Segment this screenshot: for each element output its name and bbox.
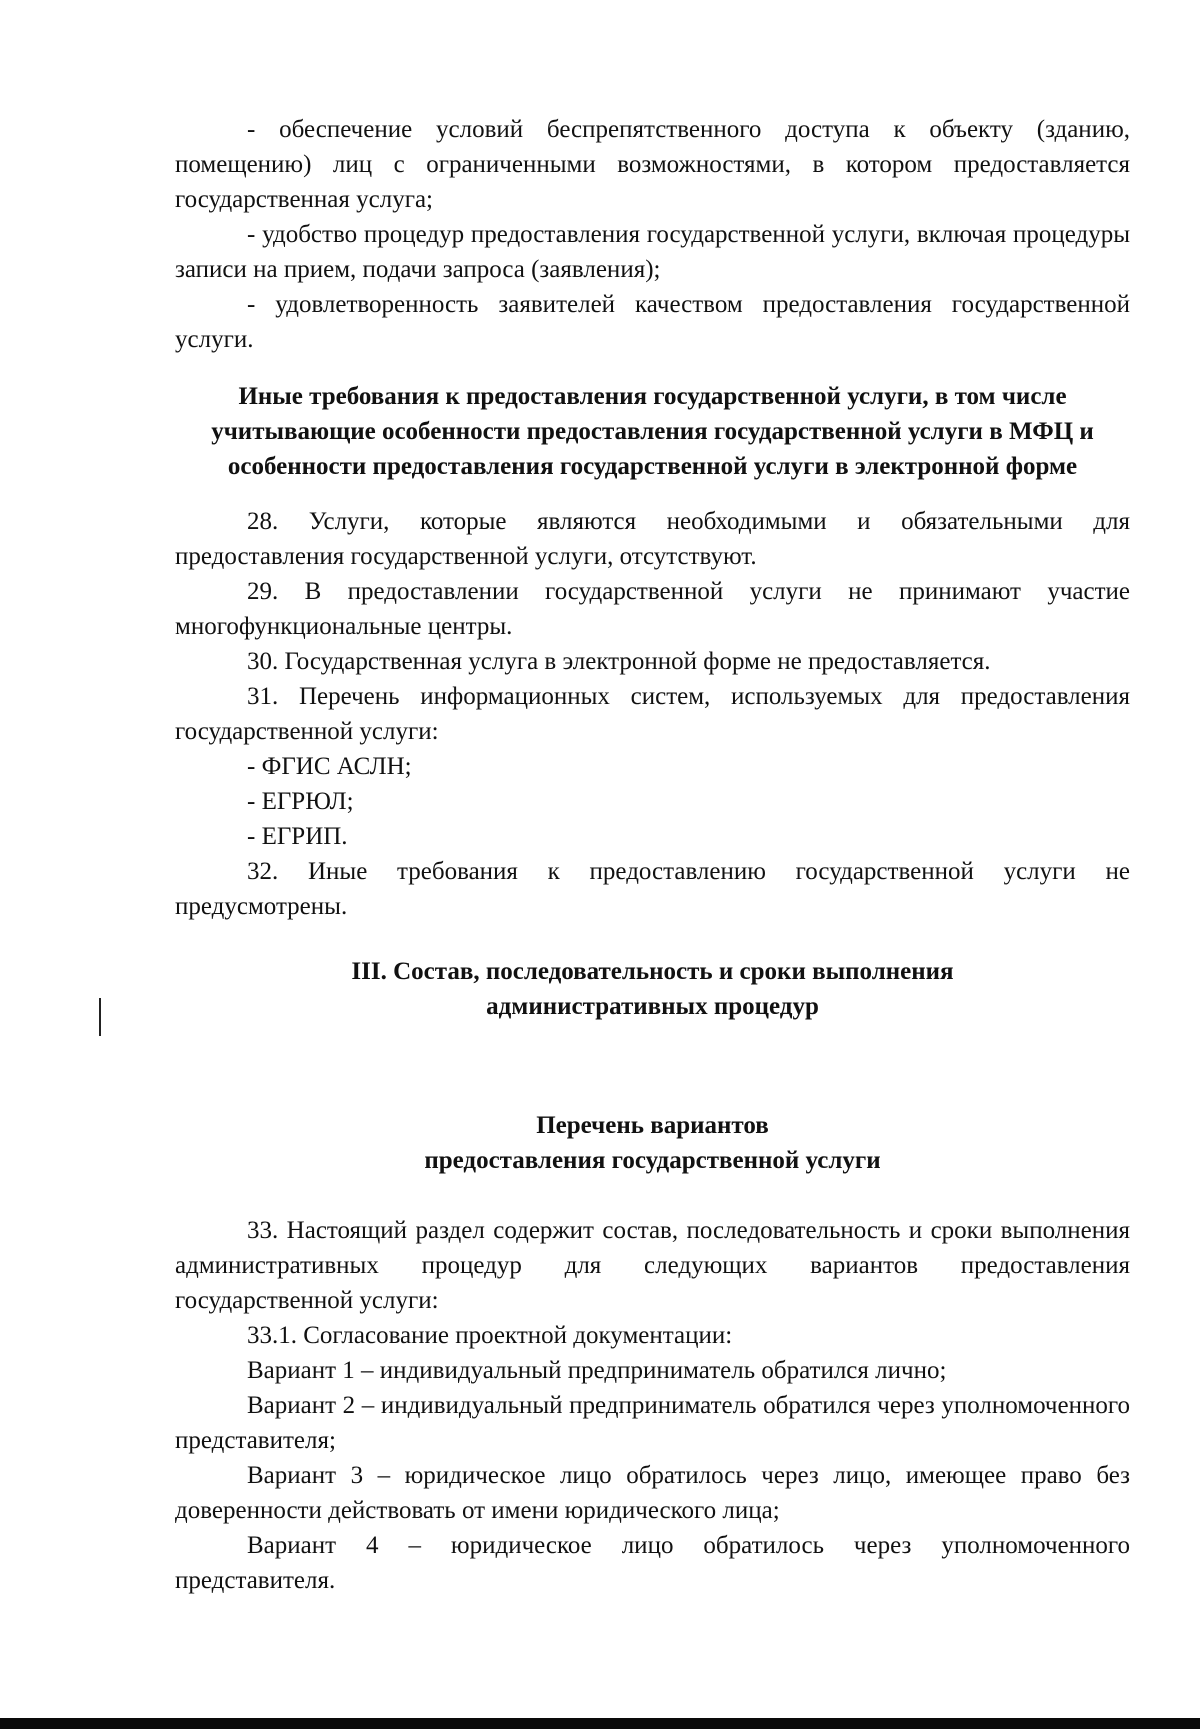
paragraph-30: 30. Государственная услуга в электронной форме не предоставляется. — [247, 648, 991, 675]
paragraph-32: 32. Иные требования к предоставлению государственной услуги не предусмотрены. — [175, 858, 1130, 920]
paragraph-33: 33. Настоящий раздел содержит состав, последовательность и сроки выполнения административных процедур для следующих вариантов предоставления государственной услуги: — [175, 1217, 1130, 1314]
heading-line: Иные требования к предоставления государственной услуги, в том числе — [238, 383, 1067, 410]
list-item-fgis: - ФГИС АСЛН; — [247, 753, 412, 780]
paragraph-31: 31. Перечень информационных систем, используемых для предоставления государственной услуги: — [175, 683, 1130, 745]
variant-1: Вариант 1 – индивидуальный предприниматель обратился лично; — [247, 1357, 947, 1384]
paragraph-33-1: 33.1. Согласование проектной документации: — [247, 1322, 733, 1349]
heading-line: предоставления государственной услуги — [424, 1147, 881, 1174]
variant-2: Вариант 2 – индивидуальный предприниматель обратился через уполномоченного представителя; — [175, 1392, 1130, 1454]
heading-line: особенности предоставления государственной услуги в электронной форме — [227, 453, 1078, 480]
heading-line: III. Состав, последовательность и сроки выполнения — [351, 958, 954, 985]
margin-mark — [99, 998, 101, 1036]
scan-bottom-edge — [0, 1718, 1200, 1729]
heading-line: Перечень вариантов — [536, 1112, 769, 1139]
document-page — [175, 112, 1130, 1598]
intro-item-accessibility: - обеспечение условий беспрепятственного доступа к объекту (зданию, помещению) лиц с ограниченными возможностями, в котором предоставляется государственная услуга; — [175, 116, 1130, 213]
section-heading-three — [175, 954, 1130, 1024]
section-heading-variants — [175, 1108, 1130, 1178]
paragraph-29: 29. В предоставлении государственной услуги не принимают участие многофункциональные центры. — [175, 578, 1130, 640]
variant-3: Вариант 3 – юридическое лицо обратилось через лицо, имеющее право без доверенности действовать от имени юридического лица; — [175, 1462, 1130, 1524]
section-heading-other-requirements — [175, 379, 1130, 484]
intro-item-convenience: - удобство процедур предоставления государственной услуги, включая процедуры записи на прием, подачи запроса (заявления); — [175, 221, 1130, 283]
list-item-egrip: - ЕГРИП. — [247, 823, 348, 850]
variant-4: Вариант 4 – юридическое лицо обратилось через уполномоченного представителя. — [175, 1532, 1130, 1594]
intro-item-satisfaction: - удовлетворенность заявителей качеством предоставления государственной услуги. — [175, 291, 1130, 353]
list-item-egrul: - ЕГРЮЛ; — [247, 788, 354, 815]
paragraph-28: 28. Услуги, которые являются необходимыми и обязательными для предоставления государственной услуги, отсутствуют. — [175, 508, 1130, 570]
heading-line: административных процедур — [486, 993, 819, 1020]
heading-line: учитывающие особенности предоставления государственной услуги в МФЦ и — [211, 418, 1094, 445]
